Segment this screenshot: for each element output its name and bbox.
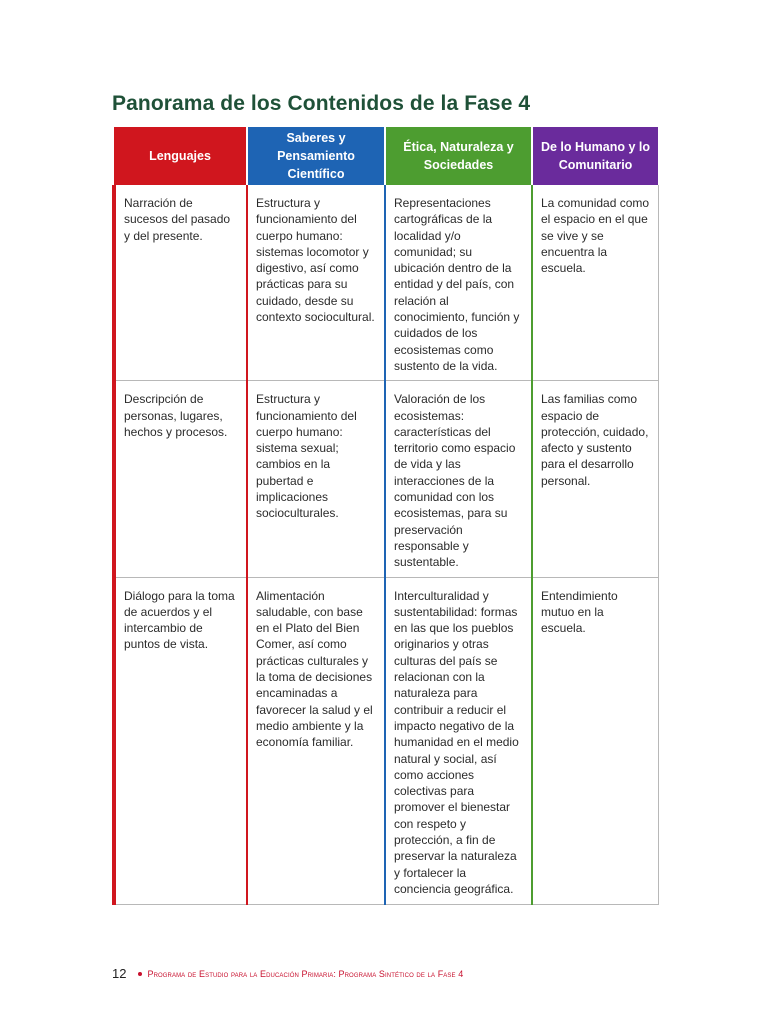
header-humano: De lo Humano y lo Comunitario (532, 127, 658, 185)
table-header-row (114, 127, 658, 185)
table-row (114, 185, 658, 381)
table-cell: Diálogo para la toma de acuerdos y el intercambio de puntos de vista. (114, 577, 247, 904)
table-cell: Alimentación saludable, con base en el Plato del Bien Comer, así como prácticas culturales y la toma de decisiones encaminadas a favorecer la salud y el medio ambiente y la economía familiar. (247, 577, 385, 904)
footer-text: Programa de Estudio para la Educación Primaria: Programa Sintético de la Fase 4 (147, 968, 464, 979)
table-cell: Valoración de los ecosistemas: características del territorio como espacio de vida y las interacciones de la comunidad con los ecosistemas, para su preservación responsable y sustentable. (385, 381, 532, 577)
table-cell: Narración de sucesos del pasado y del presente. (114, 185, 247, 381)
table-cell: Entendimiento mutuo en la escuela. (532, 577, 658, 904)
table-cell: Representaciones cartográficas de la localidad y/o comunidad; su ubicación dentro de la entidad y del país, con relación al conocimiento, función y cuidados de los ecosistemas como sustento de la vida. (385, 185, 532, 381)
table-row (114, 577, 658, 904)
table-cell: Las familias como espacio de protección, cuidado, afecto y sustento para el desarrollo personal. (532, 381, 658, 577)
table-cell: Estructura y funcionamiento del cuerpo humano: sistemas locomotor y digestivo, así como prácticas para su cuidado, desde su contexto sociocultural. (247, 185, 385, 381)
bullet-icon (138, 972, 142, 976)
page-footer (112, 966, 463, 981)
header-lenguajes: Lenguajes (114, 127, 247, 185)
table-cell: Descripción de personas, lugares, hechos y procesos. (114, 381, 247, 577)
table-cell: La comunidad como el espacio en el que se vive y se encuentra la escuela. (532, 185, 658, 381)
page-title: Panorama de los Contenidos de la Fase 4 (112, 92, 531, 115)
contents-table (112, 127, 659, 905)
table-cell: Estructura y funcionamiento del cuerpo humano: sistema sexual; cambios en la pubertad e implicaciones socioculturales. (247, 381, 385, 577)
table-row (114, 381, 658, 577)
table-cell: Interculturalidad y sustentabilidad: formas en las que los pueblos originarios y otras culturas del país se relacionan con la naturaleza para contribuir a reducir el impacto negativo de la humanidad en el medio natural y social, así como acciones colectivas para promover el bienestar con respeto y protección, a fin de preservar la naturaleza y fortalecer la conciencia geográfica. (385, 577, 532, 904)
page-number: 12 (112, 966, 127, 981)
header-saberes: Saberes y Pensamiento Científico (247, 127, 385, 185)
header-etica: Ética, Naturaleza y Sociedades (385, 127, 532, 185)
